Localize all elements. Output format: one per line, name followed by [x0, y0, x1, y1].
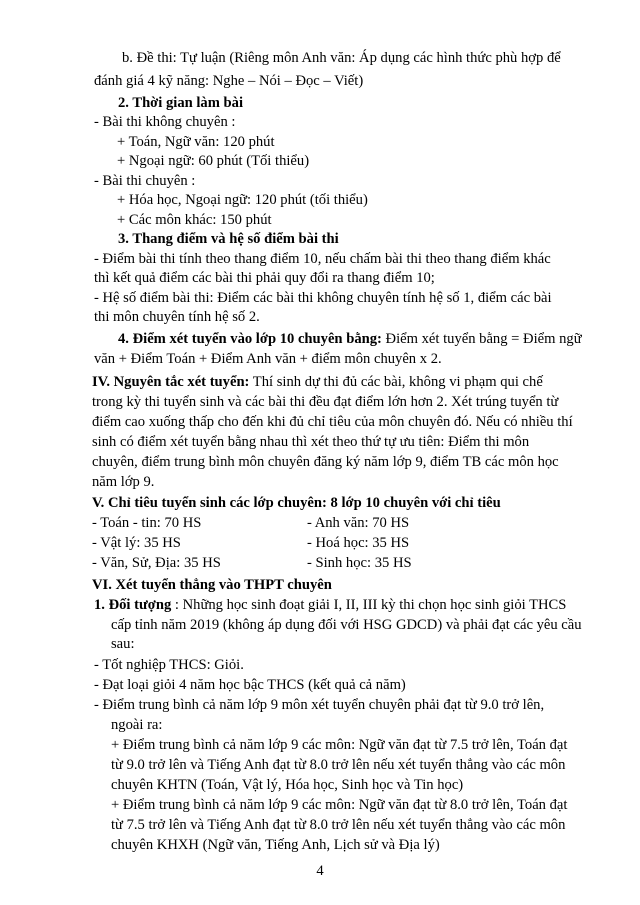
scale-line: thi môn chuyên tính hệ số 2.	[94, 309, 260, 325]
principle-first-rest: Thí sinh dự thi đủ các bài, không vi phạm qui chế	[249, 374, 543, 390]
requirement-line: từ 9.0 trở lên và Tiếng Anh đạt từ 8.0 trở lên nếu xét tuyển thẳng vào các môn	[111, 757, 566, 773]
principle-line: năm lớp 9.	[92, 474, 155, 490]
principle-line: điểm cao xuống thấp cho đến khi đủ chỉ tiêu của môn chuyên đó. Nếu có nhiều thí	[92, 414, 573, 430]
requirement-line: chuyên KHTN (Toán, Vật lý, Hóa học, Sinh học và Tin học)	[111, 777, 464, 793]
time-item: + Các môn khác: 150 phút	[117, 212, 272, 228]
requirement-line: ngoài ra:	[111, 717, 163, 733]
quota-right: - Anh văn: 70 HS	[307, 515, 410, 531]
scale-line: - Hệ số điểm bài thi: Điểm các bài thi không chuyên tính hệ số 1, điểm các bài	[94, 290, 552, 306]
direct-heading: VI. Xét tuyển thẳng vào THPT chuyên	[92, 577, 332, 593]
scale-line: thì kết quả điểm các bài thi phải quy đổi ra thang điểm 10;	[94, 270, 435, 286]
subject-rest: : Những học sinh đoạt giải I, II, III kỳ thi chọn học sinh giỏi THCS	[171, 597, 567, 613]
requirement-line: chuyên KHXH (Ngữ văn, Tiếng Anh, Lịch sử và Địa lý)	[111, 837, 440, 853]
subject-bold: 1. Đối tượng	[94, 597, 172, 613]
subject-line-2: cấp tỉnh năm 2019 (không áp dụng đối với HSG GDCD) và phải đạt các yêu cầu	[111, 617, 582, 633]
scale-heading: 3. Thang điểm và hệ số điểm bài thi	[118, 231, 339, 247]
exam-format-line-1: b. Đề thi: Tự luận (Riêng môn Anh văn: Áp dụng các hình thức phù hợp để	[122, 50, 561, 66]
exam-format-line-2: đánh giá 4 kỹ năng: Nghe – Nói – Đọc – Viết)	[94, 73, 364, 89]
principle-line: chuyên, điểm trung bình môn chuyên đăng ký năm lớp 9, điểm TB các môn học	[92, 454, 559, 470]
subject-line-3: sau:	[111, 636, 135, 652]
quota-left: - Toán - tin: 70 HS	[92, 515, 202, 531]
admission-rest: Điểm xét tuyển bằng = Điểm ngữ	[381, 331, 582, 347]
requirement-line: + Điểm trung bình cả năm lớp 9 các môn: Ngữ văn đạt từ 8.0 trở lên, Toán đạt	[111, 797, 568, 813]
quota-right: - Hoá học: 35 HS	[307, 535, 410, 551]
principle-line-1	[92, 373, 543, 393]
requirement-line: - Điểm trung bình cả năm lớp 9 môn xét tuyển chuyên phải đạt từ 9.0 trở lên,	[94, 697, 545, 713]
quota-right: - Sinh học: 35 HS	[307, 555, 412, 571]
time-heading: 2. Thời gian làm bài	[118, 95, 244, 111]
principle-heading: IV. Nguyên tắc xét tuyển:	[92, 374, 250, 390]
time-item: + Ngoại ngữ: 60 phút (Tối thiểu)	[117, 153, 310, 169]
quota-heading: V. Chỉ tiêu tuyển sinh các lớp chuyên: 8 lớp 10 chuyên với chỉ tiêu	[92, 495, 501, 511]
time-item: + Toán, Ngữ văn: 120 phút	[117, 134, 275, 150]
admission-bold: 4. Điểm xét tuyển vào lớp 10 chuyên bằng:	[118, 331, 382, 347]
requirement-line: - Đạt loại giỏi 4 năm học bậc THCS (kết quả cả năm)	[94, 677, 406, 693]
quota-left: - Vật lý: 35 HS	[92, 535, 181, 551]
requirement-line: từ 7.5 trở lên và Tiếng Anh đạt từ 8.0 trở lên nếu xét tuyển thẳng vào các môn	[111, 817, 566, 833]
requirement-line: - Tốt nghiệp THCS: Giỏi.	[94, 657, 244, 673]
admission-line-1	[118, 330, 582, 350]
admission-line-2: văn + Điểm Toán + Điểm Anh văn + điểm môn chuyên x 2.	[94, 351, 442, 367]
page-number: 4	[316, 863, 324, 879]
principle-line: trong kỳ thi tuyển sinh và các bài thi đều đạt điểm lớn hơn 2. Xét trúng tuyển từ	[92, 394, 559, 410]
time-item: + Hóa học, Ngoại ngữ: 120 phút (tối thiểu)	[117, 192, 368, 208]
time-item: - Bài thi chuyên :	[94, 173, 196, 189]
subject-line-1	[94, 596, 566, 616]
scale-line: - Điểm bài thi tính theo thang điểm 10, nếu chấm bài thi theo thang điểm khác	[94, 251, 551, 267]
quota-left: - Văn, Sử, Địa: 35 HS	[92, 555, 221, 571]
principle-line: sinh có điểm xét tuyển bằng nhau thì xét theo thứ tự ưu tiên: Điểm thi môn	[92, 434, 530, 450]
time-item: - Bài thi không chuyên :	[94, 114, 236, 130]
requirement-line: + Điểm trung bình cả năm lớp 9 các môn: Ngữ văn đạt từ 7.5 trở lên, Toán đạt	[111, 737, 568, 753]
